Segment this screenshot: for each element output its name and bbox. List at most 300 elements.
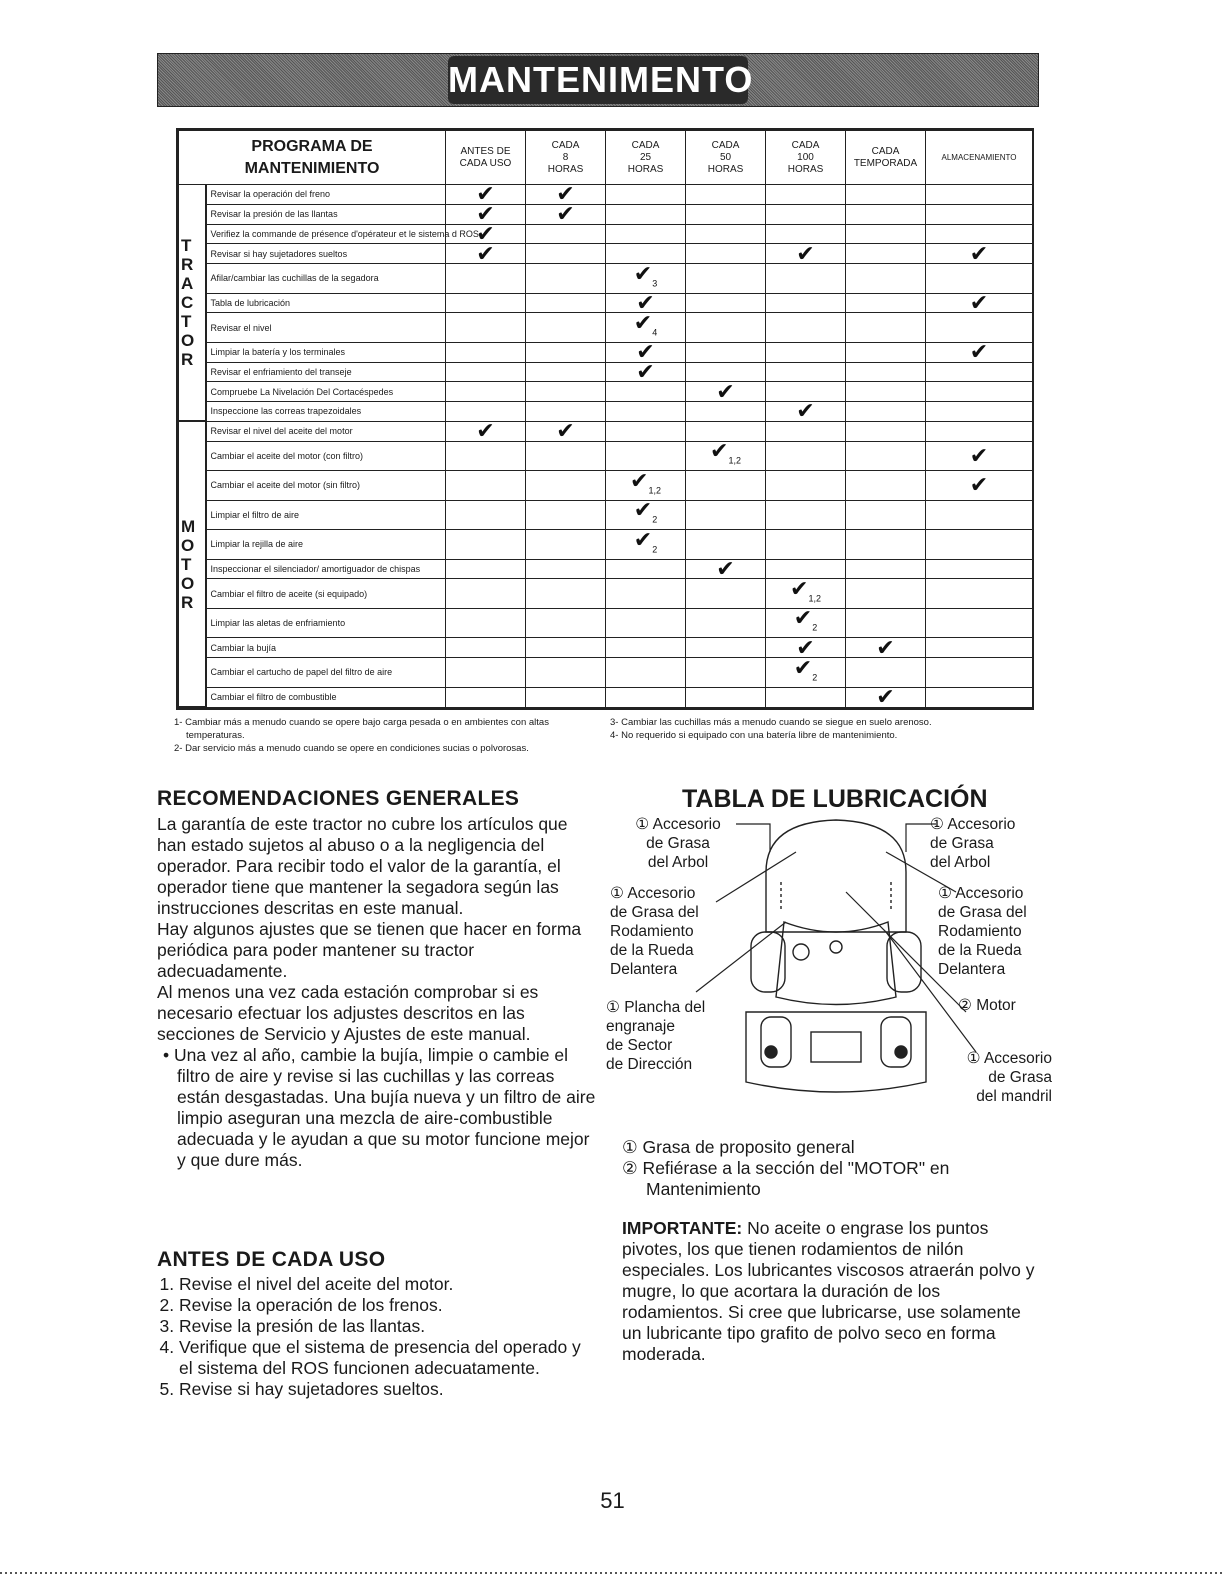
recomendaciones-body	[157, 814, 597, 1171]
checkmark-icon: ✔	[793, 654, 813, 680]
recomendaciones-p1: La garantía de este tractor no cubre los artículos que han estado sujetos al abuso o a la negligencia del operador. Para recibir todo el valor de la garantía, el operador tiene que mantener la segadora según las instrucciones descritas en este manual.	[157, 814, 568, 918]
check-mark	[926, 441, 1033, 471]
check-mark	[926, 289, 1033, 315]
empty-cell	[686, 579, 766, 609]
label-arbol-left: ① Accesorio de Grasa del Arbol	[635, 816, 721, 871]
interval-header-line: ANTES DE	[460, 145, 511, 157]
legend-1: ① Grasa de proposito general	[622, 1137, 855, 1157]
empty-cell	[526, 362, 606, 382]
empty-cell	[606, 224, 686, 244]
check-mark	[606, 497, 686, 530]
interval-header	[686, 131, 766, 185]
checkmark-icon: ✔	[969, 289, 989, 315]
empty-cell	[846, 362, 926, 382]
check-footnote-ref: 2	[652, 514, 658, 525]
schedule-row	[179, 313, 1033, 343]
checkmark-icon: ✔	[630, 467, 649, 493]
empty-cell	[686, 402, 766, 422]
empty-cell	[526, 579, 606, 609]
empty-cell	[446, 471, 526, 501]
checkmark-icon: ✔	[969, 442, 989, 468]
check-mark	[446, 240, 526, 266]
empty-cell	[846, 264, 926, 294]
checkmark-icon: ✔	[556, 181, 575, 207]
empty-cell	[926, 500, 1033, 530]
checkmark-icon: ✔	[476, 418, 495, 444]
label-motor: ② Motor	[958, 997, 1016, 1014]
schedule-row	[179, 342, 1033, 362]
checkmark-icon: ✔	[633, 497, 653, 523]
legend-2: ② Refiérase a la sección del "MOTOR" en Mantenimiento	[622, 1158, 950, 1199]
interval-header	[606, 131, 686, 185]
check-footnote-ref: 3	[652, 277, 658, 288]
check-mark	[606, 526, 686, 560]
empty-cell	[846, 293, 926, 313]
check-mark	[926, 339, 1033, 365]
empty-cell	[686, 608, 766, 638]
section-letter: A	[181, 274, 194, 294]
empty-cell	[846, 185, 926, 205]
important-label: IMPORTANTE:	[622, 1218, 743, 1238]
check-footnote-ref: 2	[812, 622, 818, 633]
empty-cell	[686, 471, 766, 501]
scan-edge	[0, 1572, 1225, 1574]
checkmark-icon: ✔	[710, 438, 729, 464]
check-footnote-ref: 4	[652, 327, 658, 338]
interval-header-line: HORAS	[787, 163, 824, 175]
check-footnote-ref: 1,2	[648, 485, 661, 495]
task-label: Inspeccione las correas trapezoidales	[206, 402, 446, 422]
interval-header-line: HORAS	[707, 163, 744, 175]
task-label: Cambiar la bujía	[206, 638, 446, 658]
empty-cell	[606, 185, 686, 205]
task-label: Cambiar el aceite del motor (con filtro)	[206, 441, 446, 471]
empty-cell	[926, 264, 1033, 294]
empty-cell	[766, 264, 846, 294]
empty-cell	[926, 313, 1033, 343]
checkmark-icon: ✔	[796, 634, 815, 660]
empty-cell	[686, 244, 766, 264]
empty-cell	[686, 293, 766, 313]
task-label: Revisar la presión de las llantas	[206, 204, 446, 224]
check-mark	[766, 605, 846, 638]
interval-header-line: CADA USO	[459, 157, 512, 169]
empty-cell	[766, 530, 846, 560]
checkmark-icon: ✔	[556, 201, 575, 227]
schedule-row	[179, 638, 1033, 658]
empty-cell	[526, 687, 606, 707]
empty-cell	[606, 204, 686, 224]
empty-cell	[526, 608, 606, 638]
task-label: Cambiar el filtro de aceite (si equipado)	[206, 579, 446, 609]
interval-header	[766, 131, 846, 185]
empty-cell	[686, 224, 766, 244]
empty-cell	[446, 441, 526, 471]
checkmark-icon: ✔	[476, 240, 495, 266]
task-label: Limpiar las aletas de enfriamiento	[206, 608, 446, 638]
check-mark	[606, 309, 686, 343]
checkmark-icon: ✔	[796, 398, 815, 424]
important-note	[622, 1218, 1042, 1365]
empty-cell	[846, 471, 926, 501]
interval-header-line: HORAS	[547, 163, 584, 175]
label-mandril: ① Accesorio de Grasa del mandril	[966, 1050, 1052, 1105]
empty-cell	[926, 204, 1033, 224]
empty-cell	[446, 559, 526, 579]
check-footnote-ref: 1,2	[808, 593, 821, 604]
schedule-row	[179, 185, 1033, 205]
footnote-4: 4- No requerido si equipado con una batería libre de mantenimiento.	[610, 730, 898, 741]
footnote-1: 1- Cambiar más a menudo cuando se opere bajo carga pesada o en ambientes con altas temperaturas.	[174, 717, 549, 741]
checkmark-icon: ✔	[476, 220, 495, 246]
section-letter: T	[181, 236, 192, 256]
task-label: Inspeccionar el silenciador/ amortiguador de chispas	[206, 559, 446, 579]
check-mark	[606, 358, 686, 384]
interval-header-line: ALMACENAMIENTO	[941, 152, 1017, 162]
empty-cell	[926, 382, 1033, 402]
checkmark-icon: ✔	[876, 634, 895, 660]
empty-cell	[766, 313, 846, 343]
task-label: Limpiar la batería y los terminales	[206, 342, 446, 362]
task-label: Cambiar el cartucho de papel del filtro de aire	[206, 658, 446, 688]
bullet-text: Una vez al año, cambie la bujía, limpie o cambie el filtro de aire y revise si las cuchillas y las correas están desgastadas. Una bujía nueva y un filtro de aire limpio aseguran una mezcla de aire-combustible adecuada y le ayudan a que su motor funcione mejor y que dure más.	[174, 1045, 596, 1170]
empty-cell	[846, 421, 926, 441]
empty-cell	[846, 658, 926, 688]
page-number: 51	[600, 1488, 625, 1513]
empty-cell	[446, 382, 526, 402]
checkmark-icon: ✔	[636, 339, 655, 365]
checkmark-icon: ✔	[633, 526, 653, 552]
empty-cell	[446, 608, 526, 638]
recomendaciones-p3: Al menos una vez cada estación comprobar si es necesario efectuar los adjustes descritos en las secciones de Servicio y Ajustes de este manual.	[157, 982, 539, 1044]
check-mark	[926, 240, 1033, 266]
empty-cell	[446, 687, 526, 707]
footnotes-right	[608, 716, 1018, 742]
task-label: Revisar si hay sujetadores sueltos	[206, 244, 446, 264]
schedule-row	[179, 293, 1033, 313]
empty-cell	[526, 264, 606, 294]
empty-cell	[686, 687, 766, 707]
schedule-row	[179, 658, 1033, 688]
empty-cell	[606, 638, 686, 658]
checkmark-icon: ✔	[556, 418, 575, 444]
empty-cell	[846, 342, 926, 362]
empty-cell	[846, 500, 926, 530]
empty-cell	[846, 313, 926, 343]
task-label: Revisar el enfriamiento del transeje	[206, 362, 446, 382]
empty-cell	[606, 559, 686, 579]
schedule-row	[179, 264, 1033, 294]
empty-cell	[766, 185, 846, 205]
schedule-row	[179, 687, 1033, 707]
interval-header	[926, 131, 1033, 185]
check-mark	[766, 654, 846, 688]
section-vertical-word	[179, 517, 205, 612]
empty-cell	[526, 224, 606, 244]
empty-cell	[766, 293, 846, 313]
schedule-row	[179, 224, 1033, 244]
schedule-row	[179, 441, 1033, 471]
antes-item: 4. Verifique que el sistema de presencia del operado y el sistema del ROS funcionen adecuatamente.	[179, 1337, 597, 1379]
empty-cell	[846, 608, 926, 638]
check-mark	[846, 634, 926, 660]
interval-header	[846, 131, 926, 185]
task-label: Revisar el nivel	[206, 313, 446, 343]
recomendaciones-bullet: • Una vez al año, cambie la bujía, limpie o cambie el filtro de aire y revise si las cuchillas y las correas están desgastadas. Una bujía nueva y un filtro de aire limpio aseguran una mezcla de aire-combustible adecuada y le ayudan a que su motor funcione mejor y que dure más.	[163, 1045, 596, 1170]
schedule-row	[179, 471, 1033, 501]
schedule-title-line1: PROGRAMA DE	[251, 137, 373, 155]
label-rodamiento-left: ① Accesorio de Grasa del Rodamiento de la Rueda Delantera	[610, 885, 699, 978]
page-banner	[157, 53, 1039, 107]
empty-cell	[766, 342, 846, 362]
interval-header-line: CADA	[551, 139, 580, 151]
empty-cell	[926, 608, 1033, 638]
empty-cell	[846, 579, 926, 609]
checkmark-icon: ✔	[790, 575, 809, 601]
empty-cell	[606, 687, 686, 707]
empty-cell	[766, 204, 846, 224]
schedule-row	[179, 559, 1033, 579]
empty-cell	[926, 658, 1033, 688]
section-letter: R	[181, 350, 194, 370]
section-vertical-word	[179, 236, 205, 369]
interval-header-line: CADA	[871, 145, 900, 157]
section-letter: C	[181, 293, 194, 313]
check-mark	[766, 398, 846, 424]
empty-cell	[926, 559, 1033, 579]
maintenance-schedule-table	[176, 128, 1034, 710]
check-mark	[686, 438, 766, 471]
interval-header-line: 50	[719, 151, 732, 163]
footnotes-left	[172, 716, 592, 755]
empty-cell	[846, 244, 926, 264]
empty-cell	[846, 224, 926, 244]
schedule-row	[179, 608, 1033, 638]
schedule-title-line2: MANTENIMIENTO	[244, 159, 380, 177]
antes-list	[157, 1274, 597, 1400]
empty-cell	[606, 402, 686, 422]
empty-cell	[446, 342, 526, 362]
schedule-row	[179, 421, 1033, 441]
lubricacion-legend	[622, 1137, 1042, 1200]
check-mark	[606, 467, 686, 501]
empty-cell	[446, 293, 526, 313]
empty-cell	[686, 500, 766, 530]
check-footnote-ref: 1,2	[728, 455, 741, 466]
empty-cell	[446, 658, 526, 688]
antes-item: 2. Revise la operación de los frenos.	[179, 1295, 597, 1316]
interval-header	[526, 131, 606, 185]
empty-cell	[446, 500, 526, 530]
task-label: Compruebe La Nivelación Del Cortacéspedes	[206, 382, 446, 402]
section-letter: T	[181, 312, 192, 332]
schedule-row	[179, 362, 1033, 382]
interval-header-line: TEMPORADA	[853, 157, 918, 169]
schedule-title	[179, 131, 446, 185]
antes-item: 3. Revise la presión de las llantas.	[179, 1316, 597, 1337]
empty-cell	[526, 530, 606, 560]
empty-cell	[686, 313, 766, 343]
check-mark	[606, 260, 686, 294]
task-label: Limpiar el filtro de aire	[206, 500, 446, 530]
interval-header-line: CADA	[631, 139, 660, 151]
recomendaciones-heading: RECOMENDACIONES GENERALES	[157, 787, 520, 810]
empty-cell	[846, 204, 926, 224]
task-label: Tabla de lubricación	[206, 293, 446, 313]
check-mark	[526, 201, 606, 227]
empty-cell	[686, 638, 766, 658]
empty-cell	[926, 687, 1033, 707]
checkmark-icon: ✔	[716, 555, 735, 581]
check-mark	[526, 418, 606, 444]
empty-cell	[926, 638, 1033, 658]
section-letter: M	[181, 516, 196, 536]
empty-cell	[526, 500, 606, 530]
empty-cell	[766, 471, 846, 501]
check-mark	[766, 240, 846, 266]
empty-cell	[766, 421, 846, 441]
footnote-3: 3- Cambiar las cuchillas más a menudo cuando se siegue en suelo arenoso.	[610, 717, 932, 728]
label-rodamiento-right: ① Accesorio de Grasa del Rodamiento de la Rueda Delantera	[938, 885, 1027, 978]
checkmark-icon: ✔	[793, 605, 813, 631]
empty-cell	[846, 530, 926, 560]
task-label: Afilar/cambiar las cuchillas de la segadora	[206, 264, 446, 294]
check-mark	[846, 684, 926, 710]
section-letter: O	[181, 331, 195, 351]
check-mark	[686, 378, 766, 404]
schedule-row	[179, 500, 1033, 530]
antes-item: 5. Revise si hay sujetadores sueltos.	[179, 1379, 597, 1400]
empty-cell	[846, 559, 926, 579]
interval-header-line: 8	[562, 151, 569, 163]
section-letter: O	[181, 535, 195, 555]
empty-cell	[686, 658, 766, 688]
schedule-row	[179, 579, 1033, 609]
checkmark-icon: ✔	[796, 240, 815, 266]
task-label: Limpiar la rejilla de aire	[206, 530, 446, 560]
task-label: Revisar la operación del freno	[206, 185, 446, 205]
empty-cell	[606, 579, 686, 609]
footnote-2: 2- Dar servicio más a menudo cuando se opere en condiciones sucias o polvorosas.	[174, 743, 529, 754]
schedule-row	[179, 530, 1033, 560]
antes-heading: ANTES DE CADA USO	[157, 1248, 386, 1271]
task-label: Cambiar el filtro de combustible	[206, 687, 446, 707]
checkmark-icon: ✔	[969, 339, 989, 365]
empty-cell	[926, 402, 1033, 422]
section-label-tractor	[179, 185, 206, 422]
empty-cell	[686, 530, 766, 560]
empty-cell	[766, 687, 846, 707]
empty-cell	[526, 471, 606, 501]
schedule-row	[179, 402, 1033, 422]
checkmark-icon: ✔	[476, 181, 495, 207]
checkmark-icon: ✔	[636, 358, 655, 384]
empty-cell	[526, 293, 606, 313]
check-mark	[926, 471, 1033, 501]
empty-cell	[766, 441, 846, 471]
empty-cell	[686, 264, 766, 294]
checkmark-icon: ✔	[969, 472, 989, 498]
checkmark-icon: ✔	[633, 309, 653, 335]
recomendaciones-p2: Hay algunos ajustes que se tienen que hacer en forma periódica para poder mantener su tractor adecuadamente.	[157, 919, 582, 981]
empty-cell	[526, 638, 606, 658]
empty-cell	[926, 185, 1033, 205]
empty-cell	[446, 579, 526, 609]
empty-cell	[926, 362, 1033, 382]
empty-cell	[526, 382, 606, 402]
empty-cell	[606, 658, 686, 688]
empty-cell	[446, 530, 526, 560]
empty-cell	[526, 313, 606, 343]
checkmark-icon: ✔	[636, 289, 655, 315]
empty-cell	[526, 559, 606, 579]
empty-cell	[526, 658, 606, 688]
task-label: Revisar el nivel del aceite del motor	[206, 421, 446, 441]
empty-cell	[766, 500, 846, 530]
label-plancha: ① Plancha del engranaje de Sector de Dirección	[606, 999, 706, 1073]
empty-cell	[446, 264, 526, 294]
checkmark-icon: ✔	[969, 240, 989, 266]
check-mark	[686, 555, 766, 581]
section-letter: R	[181, 255, 194, 275]
empty-cell	[446, 638, 526, 658]
empty-cell	[526, 342, 606, 362]
checkmark-icon: ✔	[876, 684, 895, 710]
schedule-grid	[178, 130, 1033, 708]
empty-cell	[526, 441, 606, 471]
empty-cell	[686, 185, 766, 205]
checkmark-icon: ✔	[476, 201, 495, 227]
check-mark	[766, 575, 846, 609]
tractor-diagram	[736, 812, 936, 1102]
checkmark-icon: ✔	[633, 260, 653, 286]
empty-cell	[926, 421, 1033, 441]
schedule-row	[179, 244, 1033, 264]
empty-cell	[446, 313, 526, 343]
empty-cell	[446, 362, 526, 382]
empty-cell	[526, 244, 606, 264]
empty-cell	[926, 579, 1033, 609]
lubricacion-heading: TABLA DE LUBRICACIÓN	[682, 785, 988, 813]
label-arbol-right: ① Accesorio de Grasa del Arbol	[930, 816, 1016, 871]
important-text: No aceite o engrase los puntos pivotes, los que tienen rodamientos de nilón especiales. Los lubricantes viscosos atraerán polvo y mugre, lo que acortara la duración de los rodamientos. Si cree que lubricarse, use solamente un lubricante tipo grafito de polvo seco en forma moderada.	[622, 1218, 1035, 1364]
empty-cell	[926, 530, 1033, 560]
section-letter: O	[181, 573, 195, 593]
check-footnote-ref: 2	[812, 672, 818, 683]
empty-cell	[606, 382, 686, 402]
section-letter: T	[181, 554, 192, 574]
empty-cell	[606, 421, 686, 441]
interval-header-line: CADA	[791, 139, 820, 151]
checkmark-icon: ✔	[716, 378, 735, 404]
schedule-row	[179, 204, 1033, 224]
section-label-motor	[179, 421, 206, 707]
empty-cell	[846, 402, 926, 422]
check-mark	[446, 418, 526, 444]
interval-header-line: CADA	[711, 139, 740, 151]
interval-header	[446, 131, 526, 185]
empty-cell	[606, 608, 686, 638]
task-label: Cambiar el aceite del motor (sin filtro)	[206, 471, 446, 501]
empty-cell	[846, 382, 926, 402]
interval-header-line: 100	[797, 151, 814, 163]
empty-cell	[846, 441, 926, 471]
section-letter: R	[181, 592, 194, 612]
empty-cell	[766, 362, 846, 382]
schedule-row	[179, 382, 1033, 402]
interval-header-line: HORAS	[627, 163, 664, 175]
empty-cell	[606, 441, 686, 471]
